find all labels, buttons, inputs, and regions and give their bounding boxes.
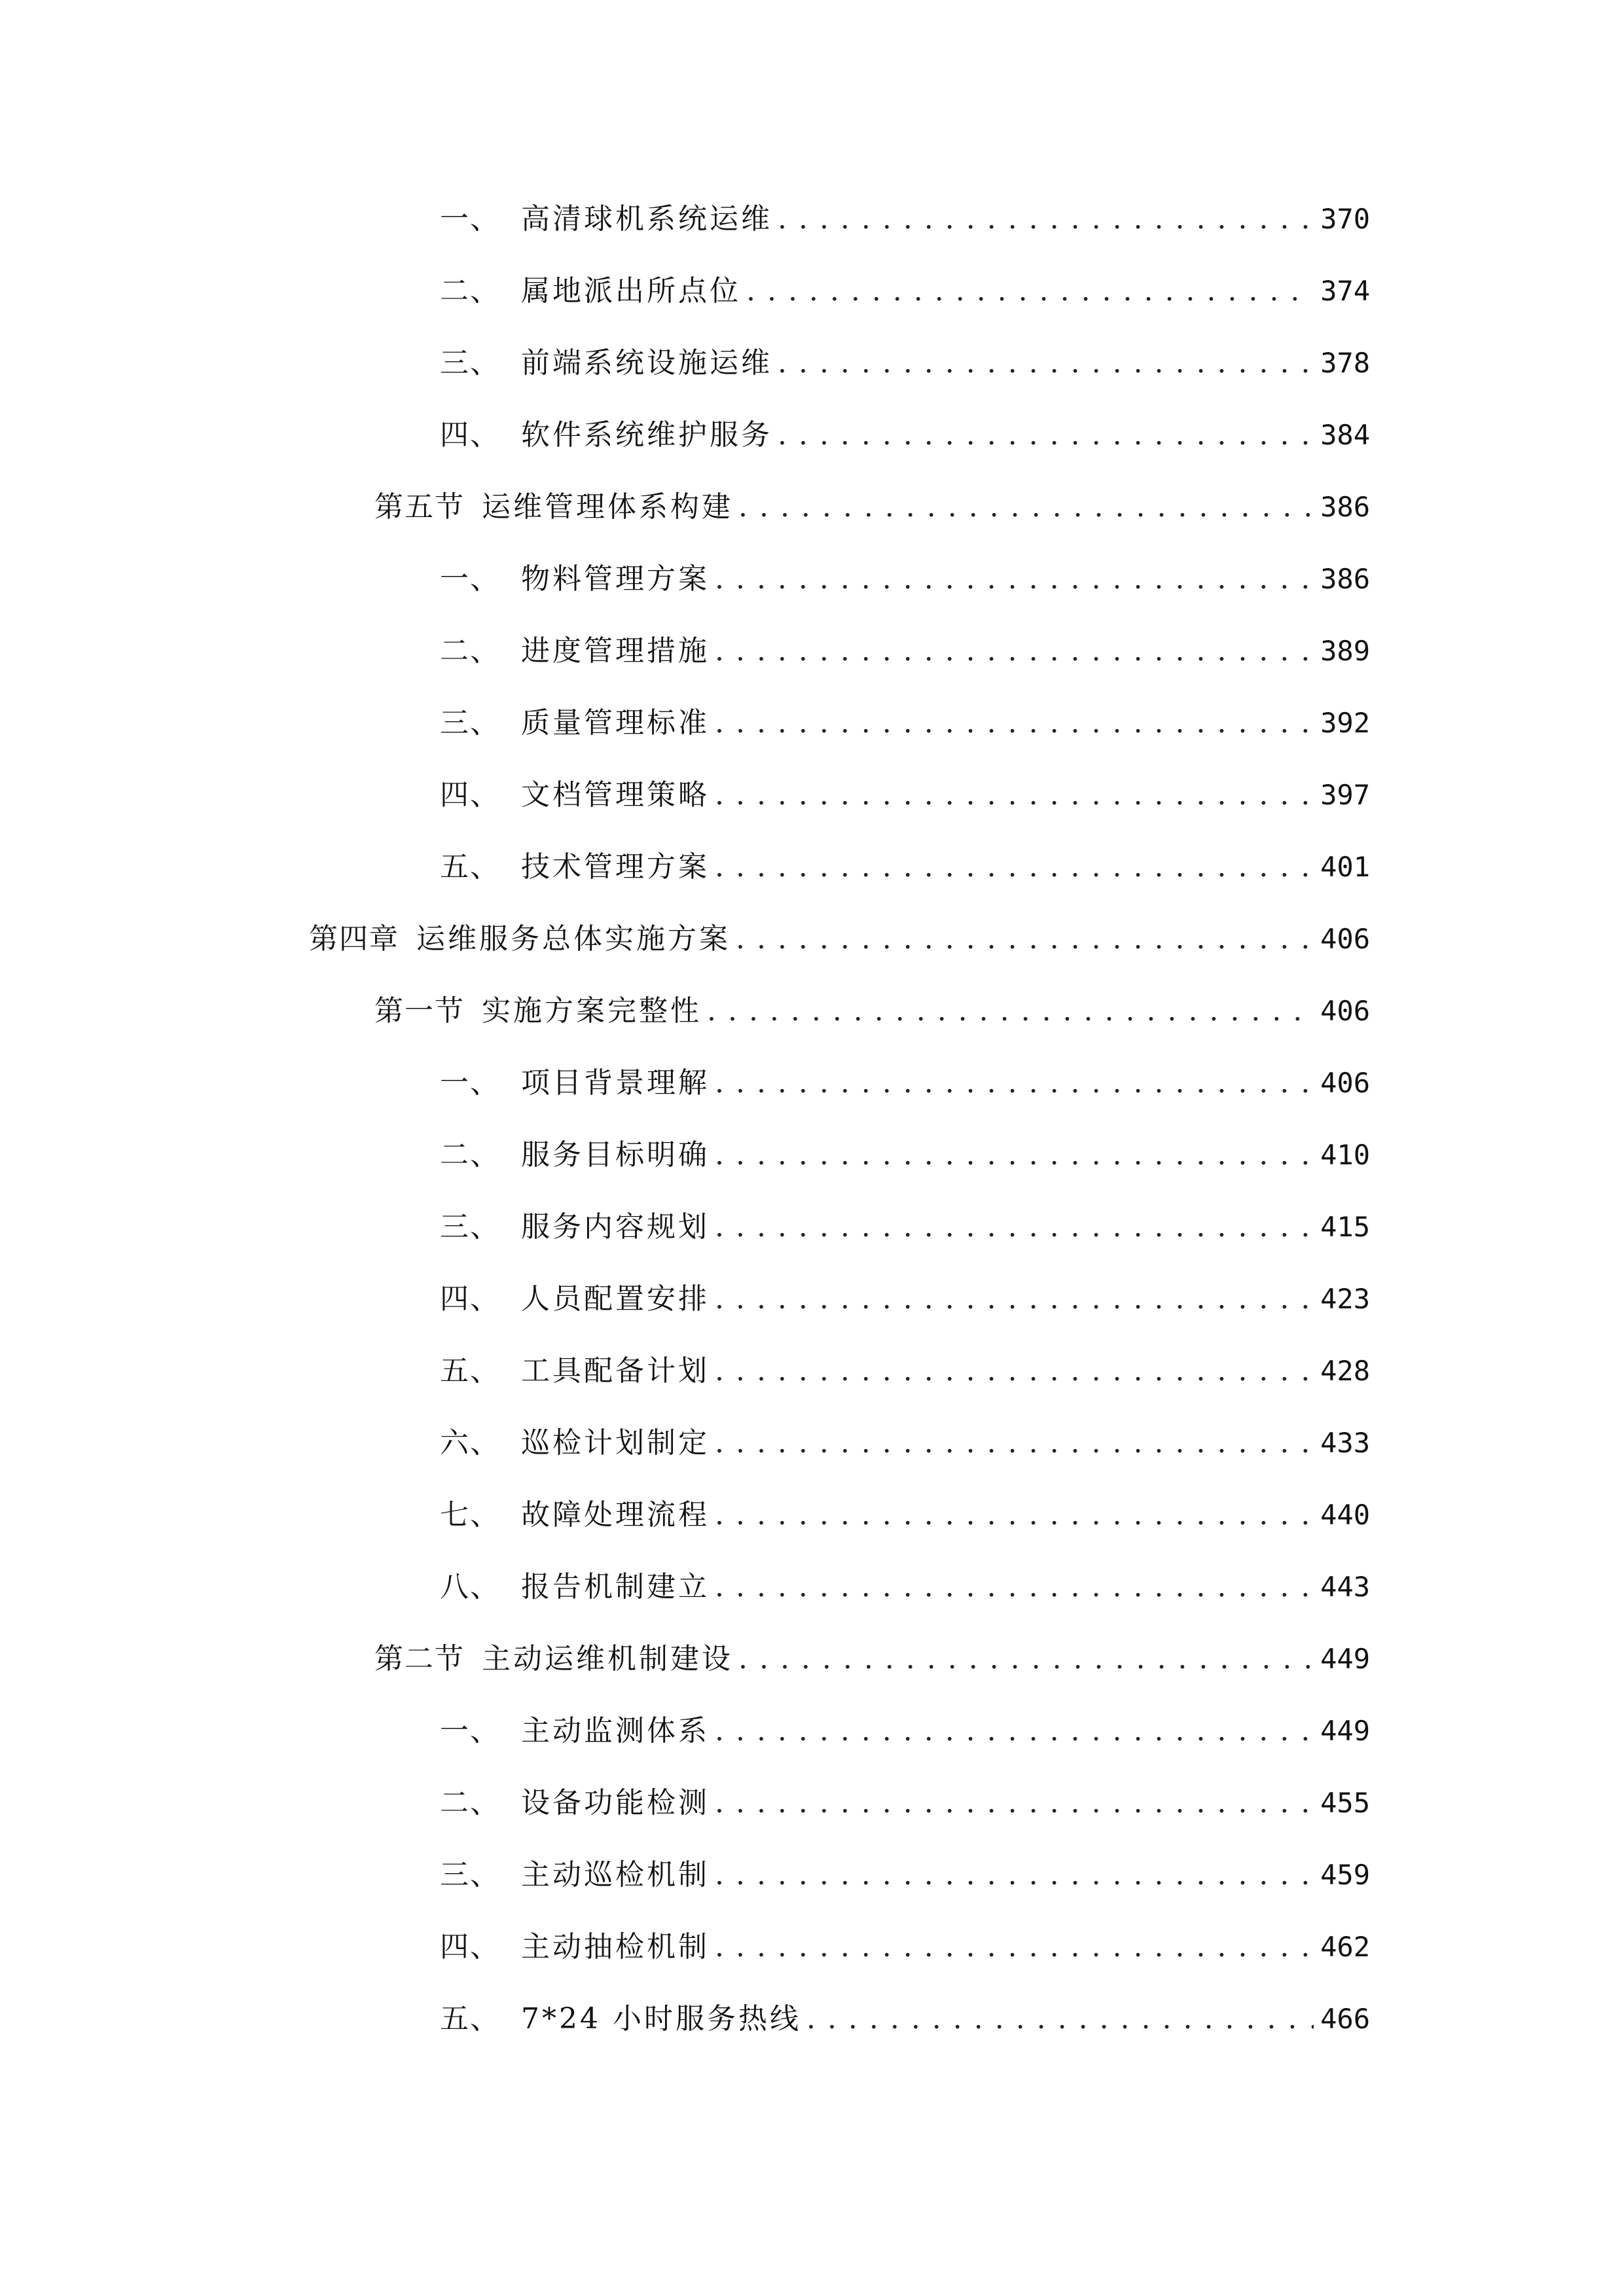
- toc-entry-number: 二、: [440, 274, 500, 308]
- dot-leader: [738, 1633, 1314, 1685]
- toc-entry[interactable]: [440, 1273, 1370, 1325]
- toc-entry[interactable]: [440, 409, 1370, 461]
- toc-entry-page: 410: [1320, 1139, 1370, 1171]
- toc-entry-title: 服务内容规划: [521, 1210, 710, 1244]
- toc-entry[interactable]: [440, 1057, 1370, 1109]
- toc-entry-title: 技术管理方案: [521, 850, 710, 884]
- toc-entry-page: 459: [1320, 1859, 1370, 1891]
- dot-leader: [715, 625, 1314, 677]
- dot-leader: [715, 553, 1314, 605]
- toc-entry-number: 三、: [440, 706, 500, 740]
- dot-leader: [715, 1129, 1314, 1181]
- toc-entry-title: 主动巡检机制: [521, 1858, 710, 1892]
- toc-entry[interactable]: [440, 1201, 1370, 1253]
- toc-entry-title: 主动监测体系: [521, 1714, 710, 1748]
- toc-entry-page: 433: [1320, 1427, 1370, 1459]
- toc-entry-page: 392: [1320, 707, 1370, 739]
- toc-entry-number: 第五节: [374, 490, 465, 524]
- toc-entry-number: 七、: [440, 1498, 500, 1532]
- toc-entry-number: 六、: [440, 1426, 500, 1460]
- dot-leader: [715, 1849, 1314, 1901]
- dot-leader: [736, 913, 1314, 965]
- toc-entry-page: 406: [1320, 923, 1370, 955]
- toc-entry-page: 374: [1320, 275, 1370, 307]
- toc-entry-page: 386: [1320, 491, 1370, 523]
- toc-entry[interactable]: [440, 841, 1370, 893]
- toc-entry-page: 449: [1320, 1715, 1370, 1747]
- toc-entry-number: 五、: [440, 1354, 500, 1388]
- toc-entry-title: 主动运维机制建设: [482, 1642, 733, 1676]
- toc-entry[interactable]: [440, 1489, 1370, 1541]
- toc-entry-title: 软件系统维护服务: [521, 418, 772, 452]
- toc-entry-number: 二、: [440, 1138, 500, 1172]
- toc-entry[interactable]: [309, 913, 1370, 965]
- toc-entry-title: 进度管理措施: [521, 634, 710, 668]
- toc-entry[interactable]: [374, 985, 1370, 1037]
- toc-entry-number: 四、: [440, 1930, 500, 1964]
- toc-entry[interactable]: [440, 1345, 1370, 1397]
- toc-entry-title: 人员配置安排: [521, 1282, 710, 1316]
- toc-entry-page: 415: [1320, 1211, 1370, 1243]
- toc-entry-number: 五、: [440, 850, 500, 884]
- toc-entry[interactable]: [440, 265, 1370, 317]
- toc-entry[interactable]: [440, 769, 1370, 821]
- dot-leader: [715, 1777, 1314, 1829]
- toc-entry-page: 386: [1320, 563, 1370, 595]
- toc-entry-title: 文档管理策略: [521, 778, 710, 812]
- dot-leader: [806, 1993, 1314, 2045]
- dot-leader: [715, 1345, 1314, 1397]
- toc-entry-number: 一、: [440, 1066, 500, 1100]
- toc-entry-title: 报告机制建立: [521, 1570, 710, 1604]
- toc-entry-title: 主动抽检机制: [521, 1930, 710, 1964]
- toc-entry-title: 高清球机系统运维: [521, 202, 772, 236]
- toc-entry-title: 巡检计划制定: [521, 1426, 710, 1460]
- dot-leader: [715, 1057, 1314, 1109]
- toc-entry-number: 三、: [440, 1858, 500, 1892]
- toc-entry-page: 466: [1320, 2003, 1370, 2035]
- toc-entry-title: 设备功能检测: [521, 1786, 710, 1820]
- dot-leader: [715, 841, 1314, 893]
- toc-entry-page: 389: [1320, 635, 1370, 667]
- toc-entry-number: 四、: [440, 1282, 500, 1316]
- toc-entry-number: 第一节: [374, 994, 465, 1028]
- toc-entry[interactable]: [440, 1705, 1370, 1757]
- dot-leader: [746, 265, 1314, 317]
- dot-leader: [738, 481, 1314, 533]
- toc-entry-number: 一、: [440, 562, 500, 596]
- toc-entry-page: 370: [1320, 203, 1370, 235]
- toc-entry-page: 455: [1320, 1787, 1370, 1819]
- dot-leader: [715, 1201, 1314, 1253]
- toc-entry-number: 四、: [440, 418, 500, 452]
- toc-entry[interactable]: [440, 697, 1370, 749]
- toc-entry-title: 项目背景理解: [521, 1066, 710, 1100]
- toc-entry[interactable]: [374, 481, 1370, 533]
- toc-entry[interactable]: [440, 1921, 1370, 1973]
- toc-entry-page: 443: [1320, 1571, 1370, 1603]
- toc-entry-title: 质量管理标准: [521, 706, 710, 740]
- dot-leader: [778, 193, 1314, 245]
- toc-entry-number: 五、: [440, 2002, 500, 2036]
- toc-entry[interactable]: [440, 1561, 1370, 1613]
- toc-entry-page: 423: [1320, 1283, 1370, 1315]
- toc-entry[interactable]: [440, 1777, 1370, 1829]
- toc-entry-title: 前端系统设施运维: [521, 346, 772, 380]
- toc-entry-page: 406: [1320, 995, 1370, 1027]
- toc-entry[interactable]: [440, 625, 1370, 677]
- dot-leader: [715, 1417, 1314, 1469]
- toc-entry[interactable]: [440, 1129, 1370, 1181]
- toc-entry-title: 属地派出所点位: [521, 274, 741, 308]
- dot-leader: [715, 697, 1314, 749]
- toc-entry-title: 工具配备计划: [521, 1354, 710, 1388]
- dot-leader: [715, 1561, 1314, 1613]
- toc-entry-page: 401: [1320, 851, 1370, 883]
- toc-entry[interactable]: [440, 1417, 1370, 1469]
- dot-leader: [778, 409, 1314, 461]
- toc-entry[interactable]: [440, 1849, 1370, 1901]
- dot-leader: [715, 1921, 1314, 1973]
- toc-entry-page: 406: [1320, 1067, 1370, 1099]
- dot-leader: [707, 985, 1314, 1037]
- toc-entry-page: 449: [1320, 1643, 1370, 1675]
- dot-leader: [715, 1489, 1314, 1541]
- toc-entry-title: 物料管理方案: [521, 562, 710, 596]
- toc-entry-number: 八、: [440, 1570, 500, 1604]
- toc-entry[interactable]: [440, 1993, 1370, 2045]
- toc-entry-title: 故障处理流程: [521, 1498, 710, 1532]
- toc-entry-title: 运维服务总体实施方案: [416, 922, 731, 956]
- dot-leader: [715, 769, 1314, 821]
- toc-entry-title: 实施方案完整性: [482, 994, 702, 1028]
- toc-entry-page: 462: [1320, 1931, 1370, 1963]
- toc-entry-title: 运维管理体系构建: [482, 490, 733, 524]
- toc-entry-number: 一、: [440, 1714, 500, 1748]
- toc-entry[interactable]: [374, 1633, 1370, 1685]
- dot-leader: [715, 1273, 1314, 1325]
- toc-entry[interactable]: [440, 337, 1370, 389]
- toc-entry-page: 397: [1320, 779, 1370, 811]
- toc-entry-number: 二、: [440, 1786, 500, 1820]
- toc-entry-number: 三、: [440, 1210, 500, 1244]
- toc-entry[interactable]: [440, 553, 1370, 605]
- toc-entry-number: 第四章: [309, 922, 399, 956]
- toc-entry-number: 三、: [440, 346, 500, 380]
- dot-leader: [778, 337, 1314, 389]
- toc-entry-page: 440: [1320, 1499, 1370, 1531]
- toc-entry-title: 服务目标明确: [521, 1138, 710, 1172]
- toc-entry-page: 428: [1320, 1355, 1370, 1387]
- toc-entry-page: 378: [1320, 347, 1370, 379]
- toc-entry-number: 一、: [440, 202, 500, 236]
- toc-entry-number: 二、: [440, 634, 500, 668]
- toc-entry-number: 四、: [440, 778, 500, 812]
- toc-entry-title: 7*24 小时服务热线: [521, 2002, 801, 2036]
- toc-entry-page: 384: [1320, 419, 1370, 451]
- dot-leader: [715, 1705, 1314, 1757]
- toc-entry[interactable]: [440, 193, 1370, 245]
- toc-entry-number: 第二节: [374, 1642, 465, 1676]
